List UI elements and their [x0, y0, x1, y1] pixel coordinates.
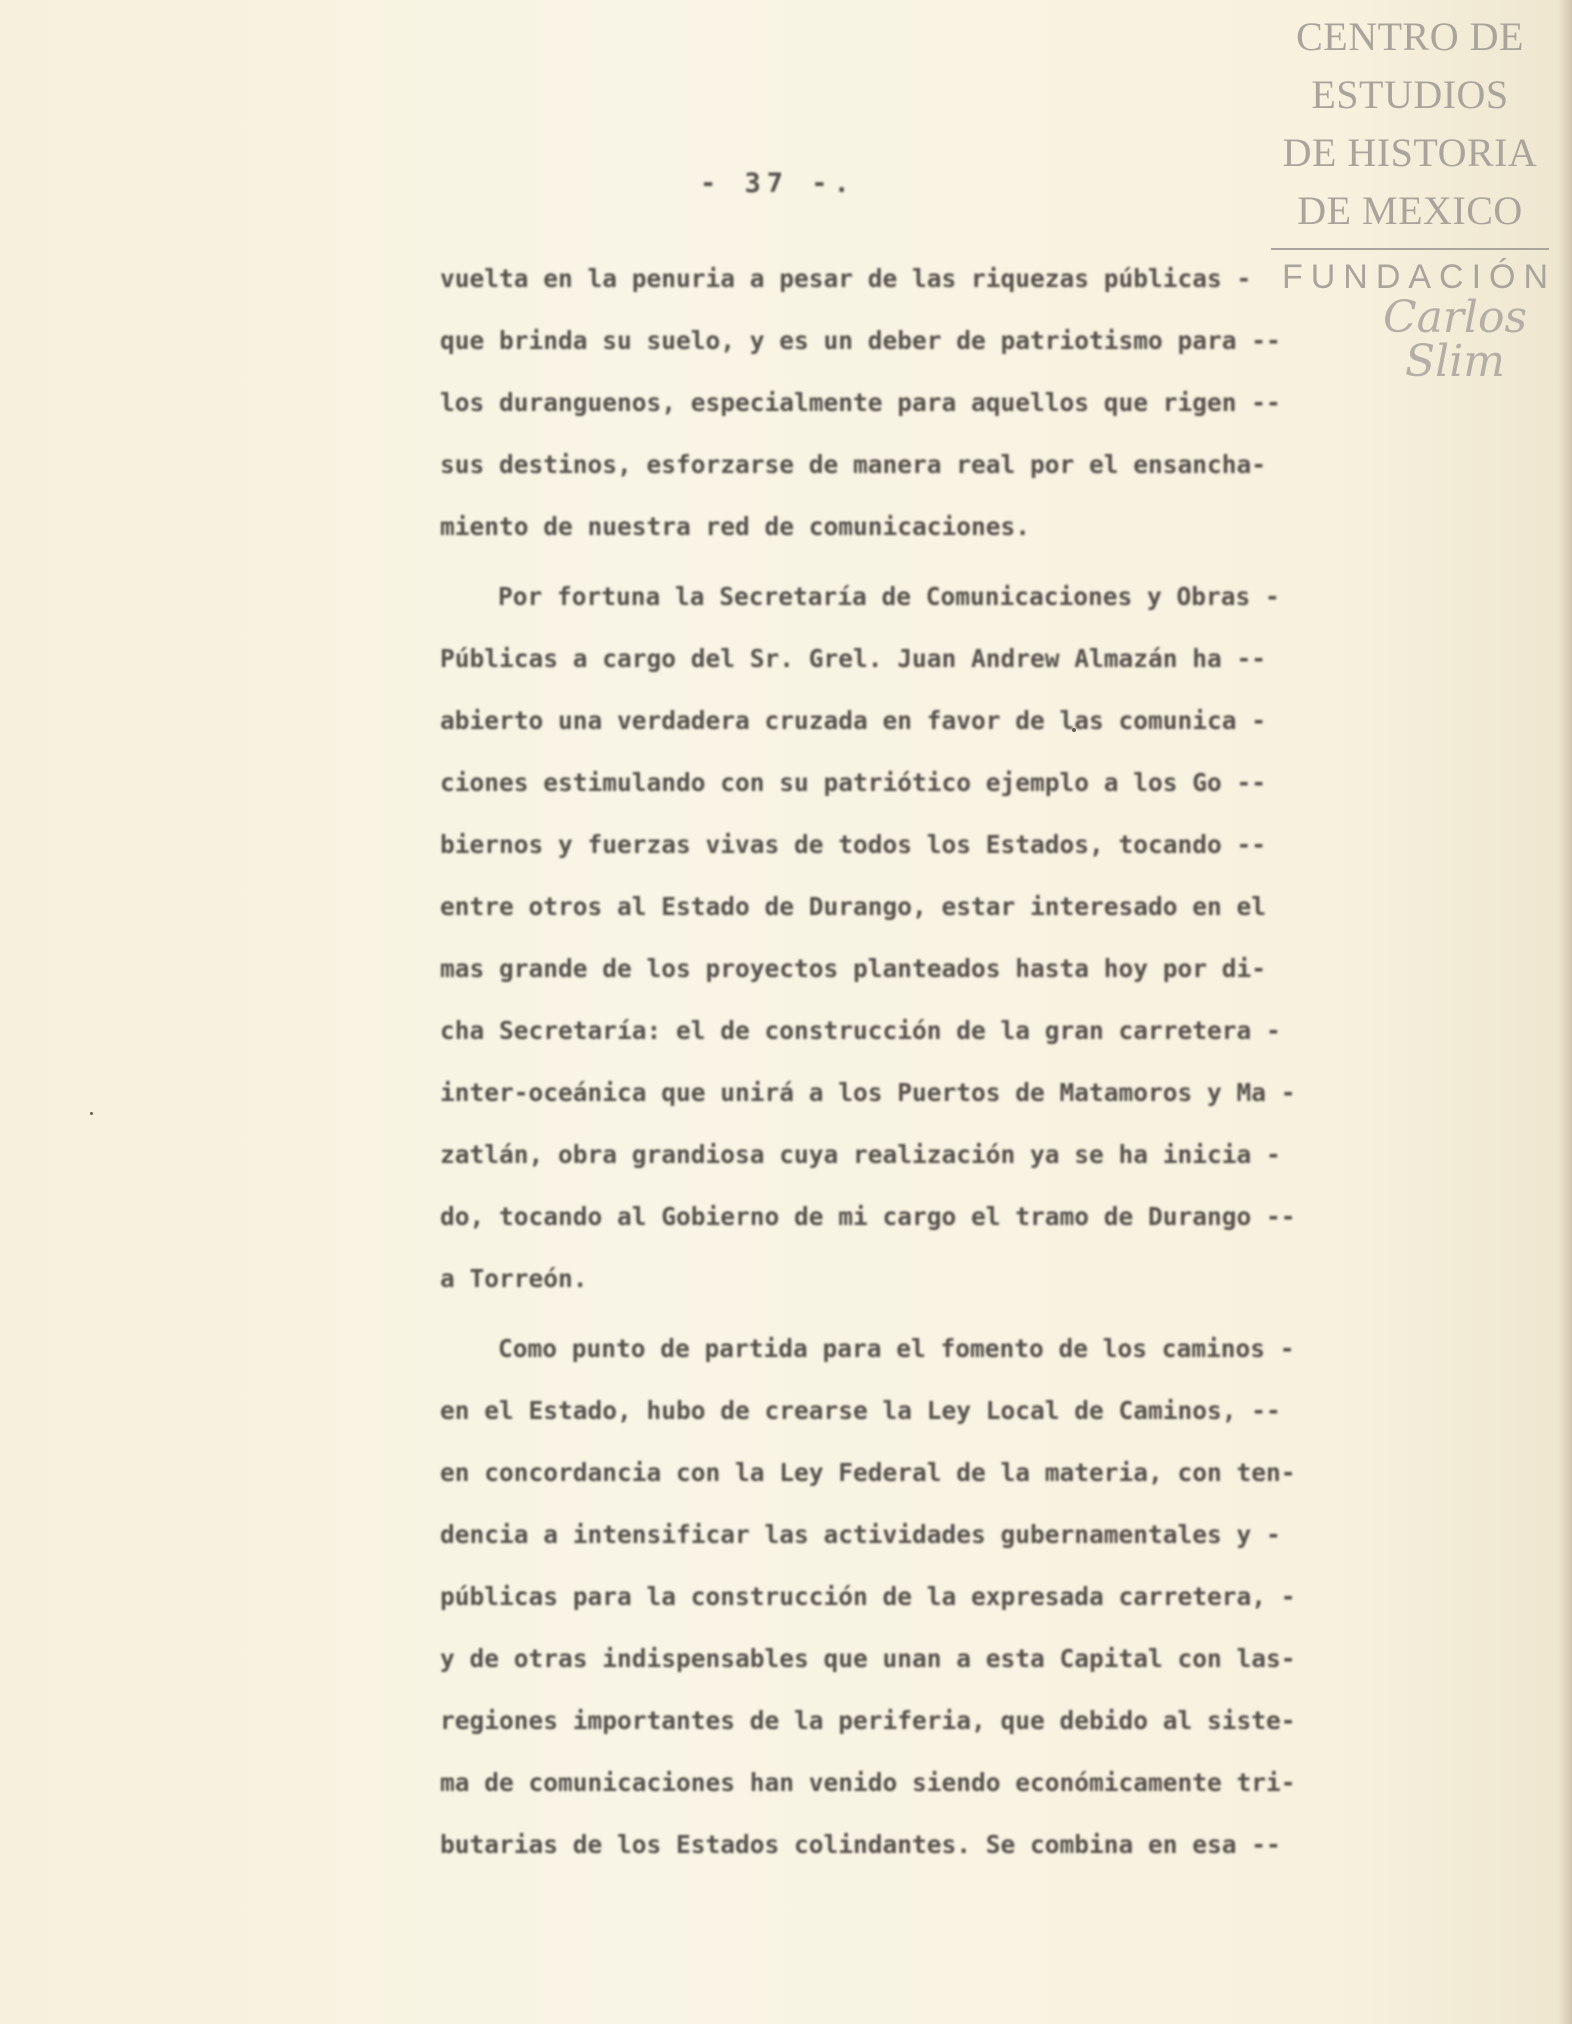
text-line: vuelta en la penuria a pesar de las riquezas públicas -: [440, 264, 1252, 293]
text-line: públicas para la construcción de la expresada carretera, -: [440, 1582, 1296, 1611]
text-line: do, tocando al Gobierno de mi cargo el tramo de Durango --: [440, 1202, 1296, 1231]
watermark-line: DE HISTORIA: [1282, 130, 1538, 175]
paragraph-first-line: Como punto de partida para el fomento de los caminos -: [498, 1334, 1295, 1363]
text-line: mas grande de los proyectos planteados hasta hoy por di-: [440, 954, 1267, 983]
text-line: miento de nuestra red de comunicaciones.: [440, 512, 1031, 541]
text-line: a Torreón.: [440, 1264, 588, 1293]
text-line: sus destinos, esforzarse de manera real por el ensancha-: [440, 450, 1267, 479]
text-line: Públicas a cargo del Sr. Grel. Juan Andrew Almazán ha --: [440, 644, 1267, 673]
text-line: en el Estado, hubo de crearse la Ley Local de Caminos, --: [440, 1396, 1281, 1425]
text-line: abierto una verdadera cruzada en favor de las comunica -: [440, 706, 1267, 735]
paragraph-first-line: Por fortuna la Secretaría de Comunicaciones y Obras -: [498, 582, 1280, 611]
text-line: entre otros al Estado de Durango, estar interesado en el: [440, 892, 1267, 921]
watermark-foundation: FUNDACIÓN: [1281, 258, 1557, 296]
text-line: butarias de los Estados colindantes. Se combina en esa --: [440, 1830, 1281, 1859]
text-line: ma de comunicaciones han venido siendo económicamente tri-: [440, 1768, 1296, 1797]
text-line: en concordancia con la Ley Federal de la materia, con ten-: [440, 1458, 1296, 1487]
text-line: ciones estimulando con su patriótico ejemplo a los Go --: [440, 768, 1267, 797]
text-line: los duranguenos, especialmente para aquellos que rigen --: [440, 388, 1281, 417]
watermark-line: DE MEXICO: [1297, 188, 1523, 233]
text-line: biernos y fuerzas vivas de todos los Estados, tocando --: [440, 830, 1267, 859]
watermark-line: CENTRO DE: [1296, 14, 1524, 59]
text-line: zatlán, obra grandiosa cuya realización ya se ha inicia -: [440, 1140, 1281, 1169]
typed-document-body: [440, 248, 1500, 1876]
watermark-signature: Carlos Slim: [1382, 292, 1528, 387]
text-line: inter-oceánica que unirá a los Puertos de Matamoros y Ma -: [440, 1078, 1296, 1107]
text-line: y de otras indispensables que unan a esta Capital con las-: [440, 1644, 1296, 1673]
text-line: que brinda su suelo, y es un deber de patriotismo para --: [440, 326, 1281, 355]
text-line: dencia a intensificar las actividades gubernamentales y -: [440, 1520, 1281, 1549]
paper-speck: [90, 1112, 93, 1115]
watermark-line: ESTUDIOS: [1311, 72, 1509, 117]
page-number: - 37 -.: [700, 168, 856, 199]
text-line: cha Secretaría: el de construcción de la gran carretera -: [440, 1016, 1281, 1045]
text-line: regiones importantes de la periferia, que debido al siste-: [440, 1706, 1296, 1735]
